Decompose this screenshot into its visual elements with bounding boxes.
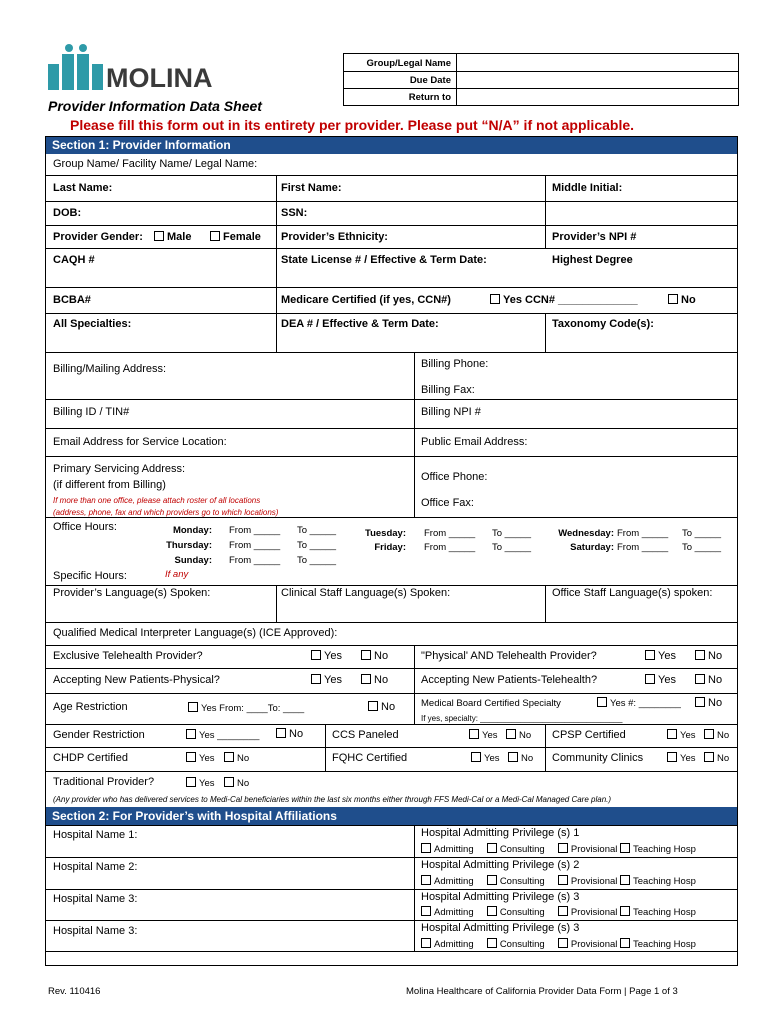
female-checkbox[interactable]: Female	[210, 231, 261, 244]
hospital-privilege-4: Hospital Admitting Privilege (s) 3	[421, 922, 580, 934]
molina-logo	[48, 44, 258, 100]
monday-label: Monday:	[172, 525, 212, 536]
community-no[interactable]: No	[704, 752, 729, 765]
gender-label: Provider Gender:	[53, 231, 143, 243]
billing-id-label: Billing ID / TIN#	[53, 406, 130, 418]
instruction-text: Please fill this form out in its entirety per provider. Please put “N/A” if not applicable.	[70, 117, 635, 133]
physical-telehealth-yes[interactable]: Yes	[645, 650, 676, 663]
saturday-label: Saturday:	[570, 542, 614, 553]
office-roster-note-detail: (address, phone, fax and which providers go to which locations)	[53, 508, 279, 517]
email-service-label: Email Address for Service Location:	[53, 436, 227, 448]
friday-from[interactable]: From _____	[424, 542, 476, 553]
group-name-label: Group Name/ Facility Name/ Legal Name:	[53, 158, 258, 170]
cpsp-yes[interactable]: Yes	[667, 729, 696, 742]
ccs-label: CCS Paneled	[332, 729, 399, 741]
office-hours-label: Office Hours:	[53, 521, 117, 533]
revision-label: Rev. 110416	[48, 986, 101, 997]
thursday-label: Thursday:	[166, 540, 212, 551]
last-name-label: Last Name:	[53, 182, 113, 194]
taxonomy-label: Taxonomy Code(s):	[552, 318, 654, 330]
primary-address-label: Primary Servicing Address:	[53, 463, 186, 475]
physical-telehealth-label: "Physical' AND Telehealth Provider?	[421, 650, 597, 662]
hospital-name-2: Hospital Name 2:	[53, 861, 138, 873]
hospital-privilege-2: Hospital Admitting Privilege (s) 2	[421, 859, 580, 871]
office-roster-note: If more than one office, please attach roster of all locations	[53, 496, 261, 505]
accept-telehealth-no[interactable]: No	[695, 674, 722, 687]
tuesday-from[interactable]: From _____	[424, 528, 476, 539]
friday-label: Friday:	[374, 542, 406, 553]
male-checkbox[interactable]: Male	[154, 231, 191, 244]
thursday-from[interactable]: From _____	[229, 540, 281, 551]
chdp-no[interactable]: No	[224, 752, 249, 765]
saturday-from[interactable]: From _____	[617, 542, 669, 553]
medical-board-yes[interactable]: Yes #: ________	[597, 697, 681, 710]
accept-telehealth-label: Accepting New Patients-Telehealth?	[421, 674, 598, 686]
caqh-label: CAQH #	[53, 254, 95, 266]
billing-npi-label: Billing NPI #	[421, 406, 481, 418]
ssn-label: SSN:	[281, 207, 308, 219]
exclusive-telehealth-label: Exclusive Telehealth Provider?	[53, 650, 203, 662]
accept-telehealth-yes[interactable]: Yes	[645, 674, 676, 687]
public-email-label: Public Email Address:	[421, 436, 528, 448]
community-yes[interactable]: Yes	[667, 752, 696, 765]
dea-label: DEA # / Effective & Term Date:	[281, 318, 439, 330]
return-to-label: Return to	[408, 92, 451, 103]
billing-address-label: Billing/Mailing Address:	[53, 363, 167, 375]
community-clinics-label: Community Clinics	[552, 752, 644, 764]
clinical-language-label: Clinical Staff Language(s) Spoken:	[281, 587, 451, 599]
billing-phone-label: Billing Phone:	[421, 358, 489, 370]
office-fax-label: Office Fax:	[421, 497, 474, 509]
saturday-to[interactable]: To _____	[682, 542, 722, 553]
cpsp-label: CPSP Certified	[552, 729, 626, 741]
license-label: State License # / Effective & Term Date:	[281, 254, 487, 266]
sunday-to[interactable]: To _____	[297, 555, 337, 566]
hospital-4-options[interactable]: Admitting Consulting Provisional Teaching Hosp	[421, 938, 696, 951]
provider-language-label: Provider’s Language(s) Spoken:	[53, 587, 211, 599]
exclusive-telehealth-yes[interactable]: Yes	[311, 650, 342, 663]
gender-restriction-no[interactable]: No	[276, 728, 303, 741]
accept-physical-no[interactable]: No	[361, 674, 388, 687]
traditional-no[interactable]: No	[224, 777, 249, 790]
medicare-yes-checkbox[interactable]: Yes CCN# _____________	[490, 294, 638, 307]
dob-label: DOB:	[53, 207, 82, 219]
traditional-yes[interactable]: Yes	[186, 777, 215, 790]
medical-board-no[interactable]: No	[695, 697, 722, 710]
gender-restriction-label: Gender Restriction	[53, 729, 145, 741]
due-date-label: Due Date	[409, 75, 451, 86]
group-legal-name-label: Group/Legal Name	[366, 58, 451, 69]
wednesday-from[interactable]: From _____	[617, 528, 669, 539]
first-name-label: First Name:	[281, 182, 342, 194]
hospital-privilege-3: Hospital Admitting Privilege (s) 3	[421, 891, 580, 903]
accept-physical-label: Accepting New Patients-Physical?	[53, 674, 220, 686]
middle-initial-label: Middle Initial:	[552, 182, 623, 194]
sunday-from[interactable]: From _____	[229, 555, 281, 566]
footer-page-info: Molina Healthcare of California Provider Data Form | Page 1 of 3	[406, 986, 678, 997]
age-restriction-label: Age Restriction	[53, 701, 128, 713]
tuesday-to[interactable]: To _____	[492, 528, 532, 539]
cpsp-no[interactable]: No	[704, 729, 729, 742]
age-restriction-no[interactable]: No	[368, 701, 395, 714]
exclusive-telehealth-no[interactable]: No	[361, 650, 388, 663]
billing-fax-label: Billing Fax:	[421, 384, 475, 396]
physical-telehealth-no[interactable]: No	[695, 650, 722, 663]
office-language-label: Office Staff Language(s) spoken:	[552, 587, 713, 599]
chdp-label: CHDP Certified	[53, 752, 128, 764]
page-title: Provider Information Data Sheet	[48, 98, 262, 114]
degree-label: Highest Degree	[552, 254, 633, 266]
fqhc-no[interactable]: No	[508, 752, 533, 765]
ccs-yes[interactable]: Yes	[469, 729, 498, 742]
header-meta-box	[343, 53, 739, 106]
section1-header: Section 1: Provider Information	[46, 137, 737, 154]
friday-to[interactable]: To _____	[492, 542, 532, 553]
hospital-2-options[interactable]: Admitting Consulting Provisional Teaching Hosp	[421, 875, 696, 888]
gender-restriction-yes[interactable]: Yes ________	[186, 729, 259, 742]
accept-physical-yes[interactable]: Yes	[311, 674, 342, 687]
if-yes-specialty: If yes, specialty: ________________________________	[421, 714, 623, 723]
if-different-label: (if different from Billing)	[53, 479, 166, 491]
medicare-no-checkbox[interactable]: No	[668, 294, 696, 307]
interpreter-label: Qualified Medical Interpreter Language(s) (ICE Approved):	[53, 627, 338, 639]
traditional-note: (Any provider who has delivered services to Medi-Cal beneficiaries within the last six months either through FFS Medi-Cal or a Medi-Cal Managed Care plan.)	[53, 795, 612, 804]
bcba-label: BCBA#	[53, 294, 91, 306]
logo-text: MOLINA	[106, 63, 213, 93]
hospital-3-options[interactable]: Admitting Consulting Provisional Teaching Hosp	[421, 906, 696, 919]
hospital-name-4: Hospital Name 3:	[53, 925, 138, 937]
specialties-label: All Specialties:	[53, 318, 132, 330]
traditional-provider-label: Traditional Provider?	[53, 776, 155, 788]
specific-hours-label: Specific Hours:	[53, 570, 127, 582]
office-phone-label: Office Phone:	[421, 471, 488, 483]
age-restriction-yes[interactable]: Yes From: ____To: ____	[188, 702, 304, 715]
wednesday-label: Wednesday:	[558, 528, 614, 539]
thursday-to[interactable]: To _____	[297, 540, 337, 551]
hospital-name-1: Hospital Name 1:	[53, 829, 138, 841]
fqhc-yes[interactable]: Yes	[471, 752, 500, 765]
npi-label: Provider’s NPI #	[552, 231, 637, 243]
chdp-yes[interactable]: Yes	[186, 752, 215, 765]
hospital-1-options[interactable]: Admitting Consulting Provisional Teaching Hosp	[421, 843, 696, 856]
wednesday-to[interactable]: To _____	[682, 528, 722, 539]
section2-header: Section 2: For Provider’s with Hospital Affiliations	[46, 807, 737, 825]
medical-board-label: Medical Board Certified Specialty	[421, 698, 561, 709]
sunday-label: Sunday:	[174, 555, 212, 566]
fqhc-label: FQHC Certified	[332, 752, 408, 764]
ethnicity-label: Provider’s Ethnicity:	[281, 231, 388, 243]
monday-to[interactable]: To _____	[297, 525, 337, 536]
ccs-no[interactable]: No	[506, 729, 531, 742]
medicare-label: Medicare Certified (if yes, CCN#)	[281, 294, 451, 306]
monday-from[interactable]: From _____	[229, 525, 281, 536]
hospital-privilege-1: Hospital Admitting Privilege (s) 1	[421, 827, 580, 839]
tuesday-label: Tuesday:	[364, 528, 406, 539]
hospital-name-3: Hospital Name 3:	[53, 893, 138, 905]
if-any-note: If any	[165, 569, 189, 580]
